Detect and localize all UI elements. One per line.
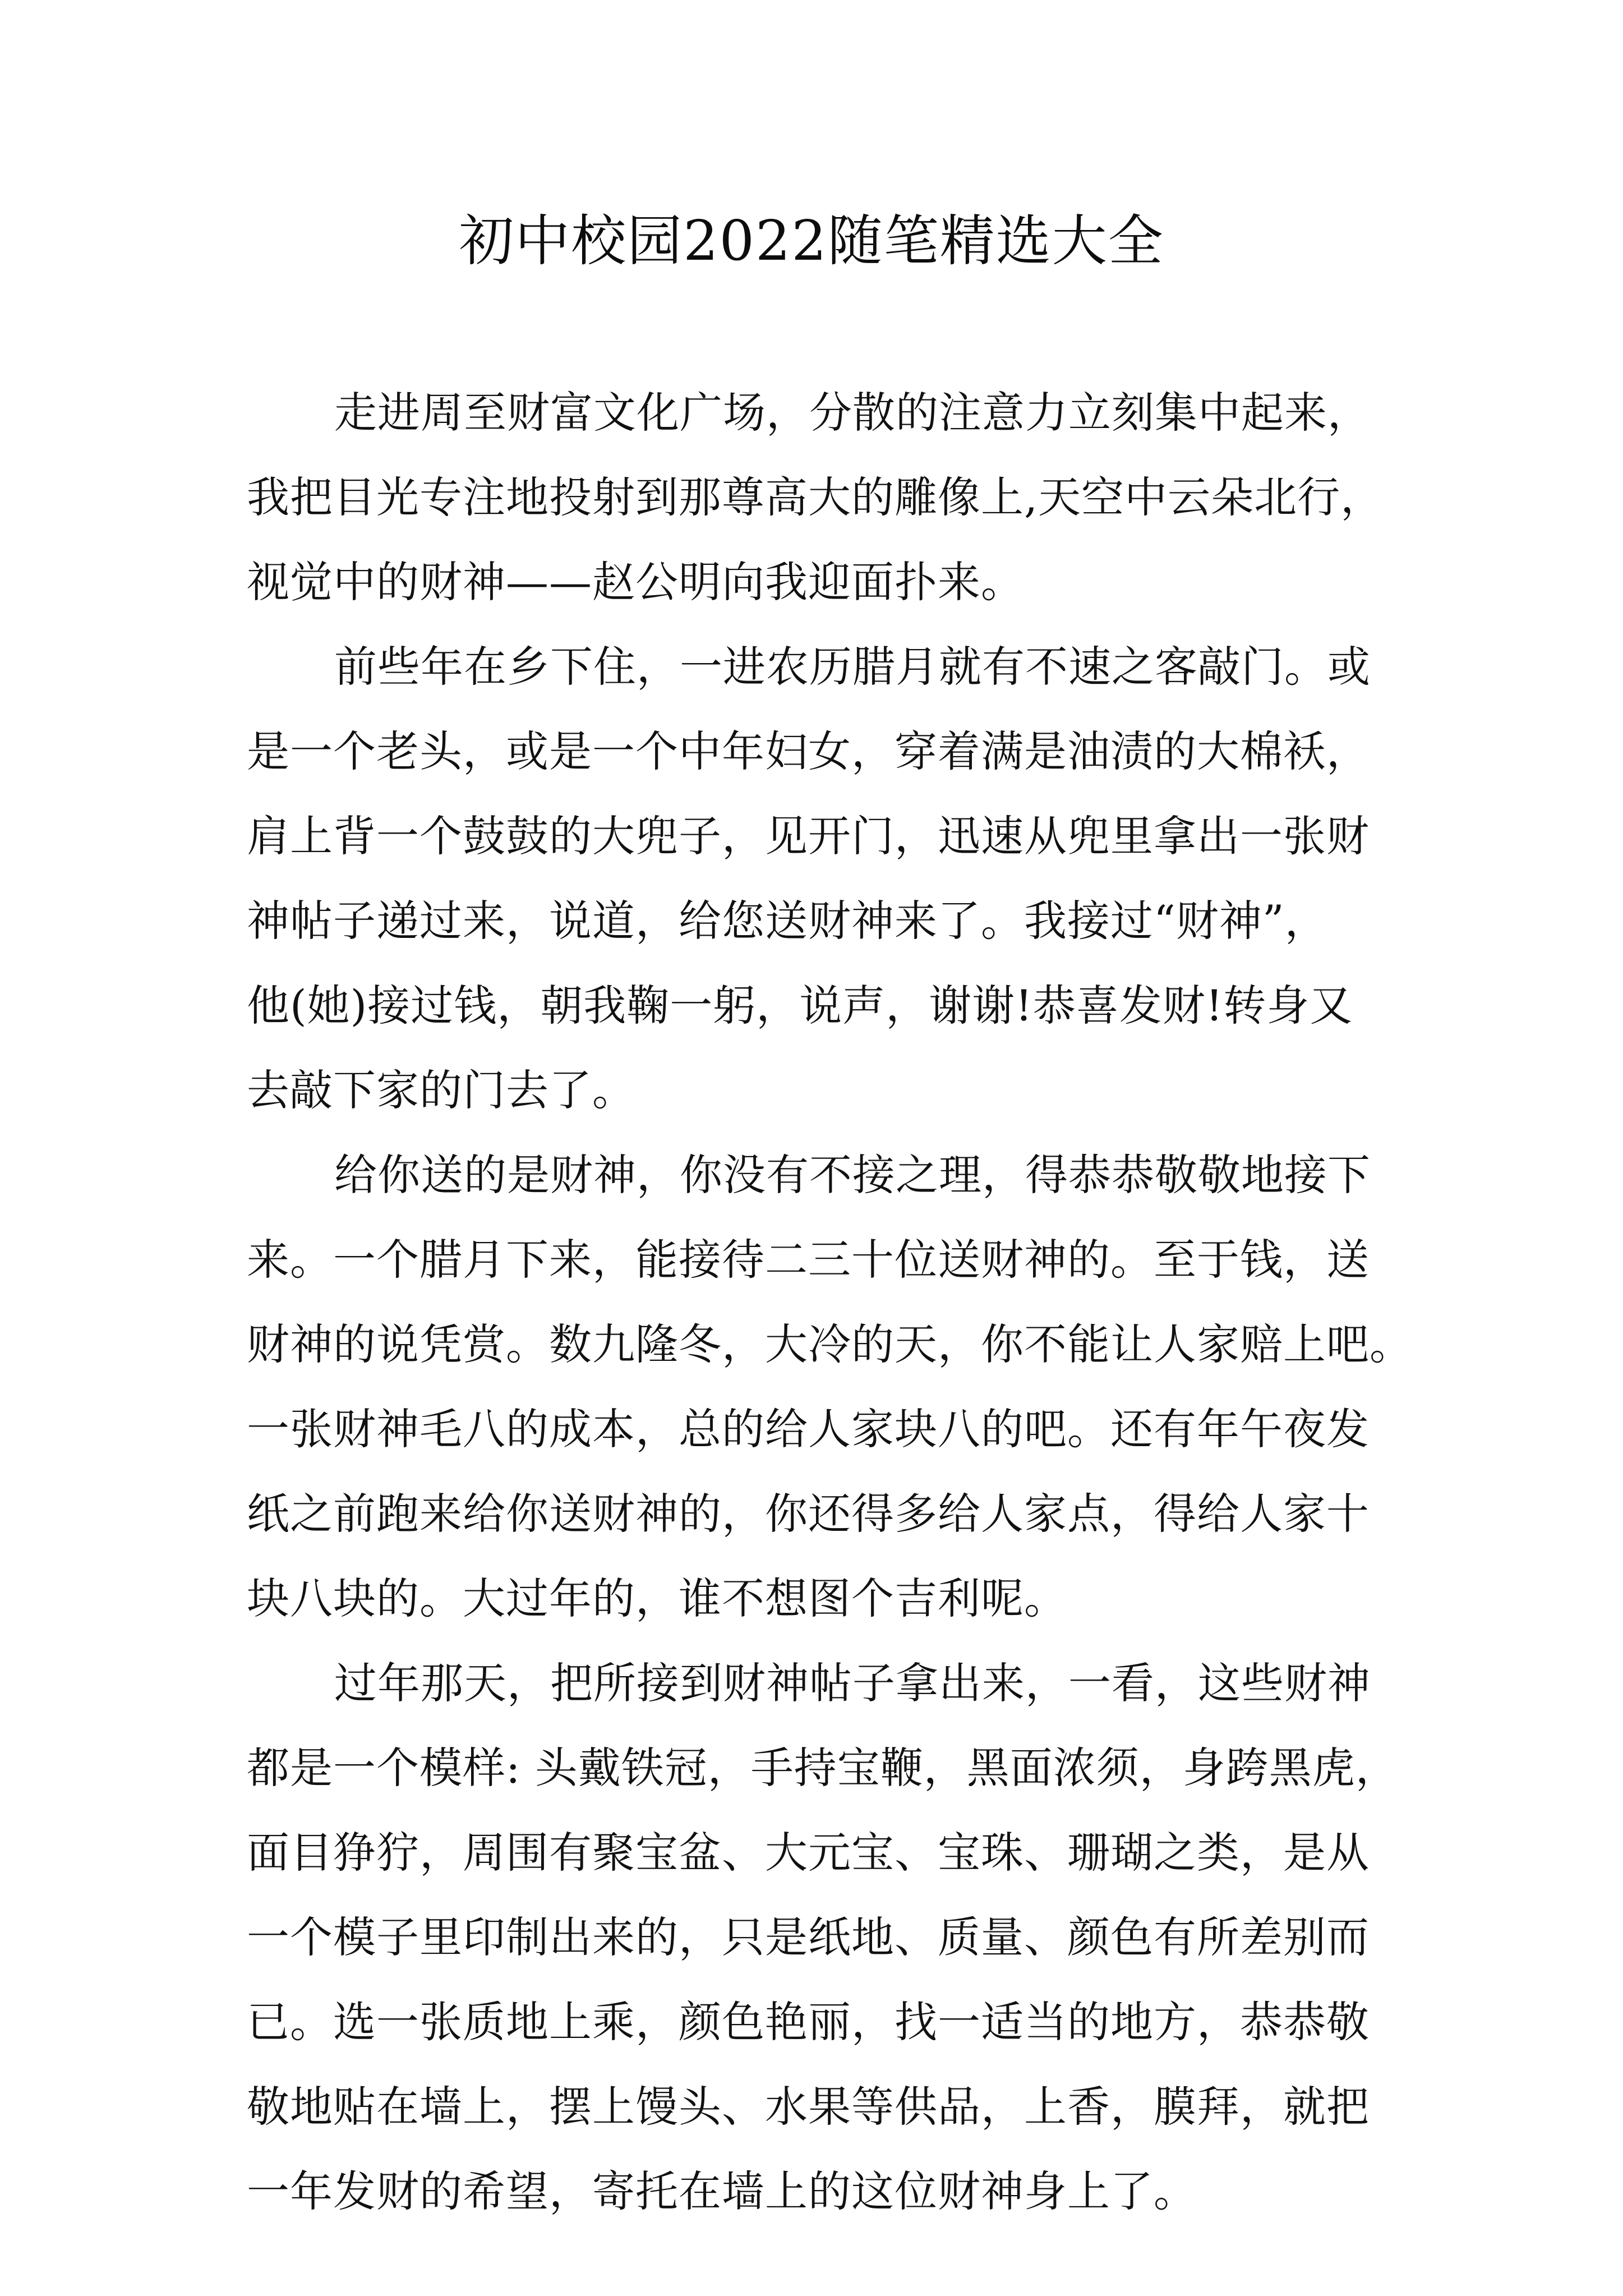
document-title: 初中校园2022随笔精选大全: [459, 209, 1164, 273]
paragraph-line: 给你送的是财神，你没有不接之理，得恭恭敬敬地接下: [334, 1150, 1371, 1200]
paragraph-line: 一个模子里印制出来的，只是纸地、质量、颜色有所差别而: [247, 1912, 1370, 1962]
paragraph-line: 块八块的。大过年的，谁不想图个吉利呢。: [247, 1573, 1067, 1623]
paragraph-line: 他(她)接过钱，朝我鞠一躬，说声，谢谢!恭喜发财!转身又: [247, 981, 1353, 1030]
paragraph-line: 去敲下家的门去了。: [247, 1065, 635, 1115]
paragraph-line: 前些年在乡下住，一进农历腊月就有不速之客敲门。或: [334, 642, 1371, 692]
paragraph-line: 视觉中的财神——赵公明向我迎面扑来。: [247, 557, 1024, 607]
document-body: [247, 370, 1413, 2234]
paragraph-line: 都是一个模样: 头戴铁冠，手持宝鞭，黑面浓须，身跨黑虎，: [247, 1743, 1399, 1793]
paragraph-line: 是一个老头，或是一个中年妇女，穿着满是油渍的大棉袄，: [247, 726, 1370, 776]
paragraph-line: 肩上背一个鼓鼓的大兜子，见开门，迅速从兜里拿出一张财: [247, 811, 1370, 861]
paragraph-line: 来。一个腊月下来，能接待二三十位送财神的。至于钱，送: [247, 1235, 1370, 1285]
paragraph-line: 敬地贴在墙上，摆上馒头、水果等供品，上香，膜拜，就把: [247, 2082, 1370, 2132]
paragraph-line: 一年发财的希望，寄托在墙上的这位财神身上了。: [247, 2166, 1197, 2216]
paragraph-line: 神帖子递过来，说道，给您送财神来了。我接过“财神”，: [247, 896, 1328, 946]
paragraph-line: 一张财神毛八的成本，总的给人家块八的吧。还有年午夜发: [247, 1404, 1370, 1454]
paragraph-line: 纸之前跑来给你送财神的，你还得多给人家点，得给人家十: [247, 1489, 1370, 1539]
paragraph-line: 走进周至财富文化广场，分散的注意力立刻集中起来，: [334, 388, 1371, 438]
paragraph-line: 财神的说凭赏。数九隆冬，大冷的天，你不能让人家赔上吧。: [247, 1319, 1413, 1369]
paragraph-line: 我把目光专注地投射到那尊高大的雕像上,天空中云朵北行，: [247, 472, 1384, 522]
paragraph-line: 面目狰狞，周围有聚宝盆、大元宝、宝珠、珊瑚之类，是从: [247, 1828, 1370, 1878]
paragraph-line: 已。选一张质地上乘，颜色艳丽，找一适当的地方，恭恭敬: [247, 1997, 1370, 2047]
paragraph-line: 过年那天，把所接到财神帖子拿出来，一看，这些财神: [334, 1658, 1371, 1708]
